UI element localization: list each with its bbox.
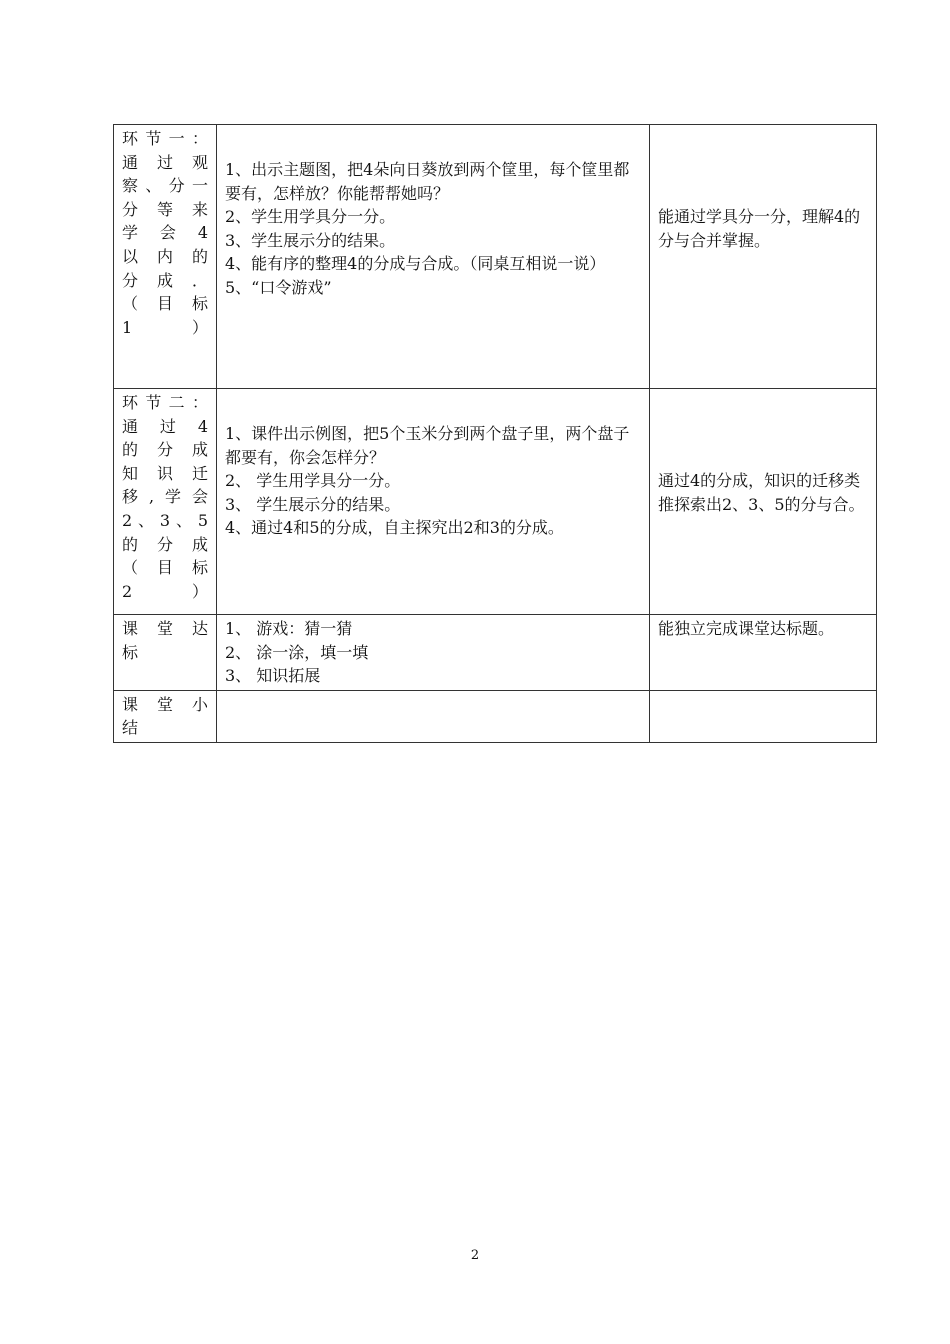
- activities-cell: [217, 615, 650, 691]
- goal-cell: [650, 125, 877, 389]
- activity-item: 4、通过4和5的分成，自主探究出2和3的分成。: [225, 518, 564, 538]
- table-row: [114, 125, 877, 389]
- stage-cell: [114, 125, 217, 389]
- activity-item: 3、学生展示分的结果。: [225, 230, 396, 250]
- stage-line: 察、分一: [122, 176, 208, 196]
- stage-line: 课堂小: [122, 694, 208, 714]
- stage-line: 2、3、5: [122, 510, 208, 530]
- goal-cell: [650, 615, 877, 691]
- stage-line: 的分成: [122, 440, 208, 460]
- stage-line: 课堂达: [122, 619, 208, 638]
- page-number: 2: [470, 1248, 480, 1263]
- stage-line: 知识迁: [122, 463, 208, 483]
- stage-line: 学会4: [122, 223, 208, 243]
- stage-line: 1）: [122, 317, 208, 337]
- stage-line: 结: [122, 718, 139, 738]
- goal-cell: [650, 690, 877, 742]
- activity-item: 1、出示主题图，把4朵向日葵放到两个筐里，每个筐里都要有，怎样放？你能帮帮她吗？: [225, 160, 630, 203]
- activities-cell: [217, 690, 650, 742]
- goal-text: 通过4的分成，知识的迁移类推探索出2、3、5的分与合。: [658, 471, 865, 514]
- stage-cell: [114, 690, 217, 742]
- activity-item: 3、 学生展示分的结果。: [225, 494, 401, 514]
- stage-line: 通过观: [122, 152, 208, 172]
- activity-item: 5、“口令游戏”: [225, 277, 332, 297]
- table-row: [114, 615, 877, 691]
- activity-item: 2、 涂一涂，填一填: [225, 642, 369, 662]
- stage-line: （目标: [122, 294, 208, 314]
- stage-line: 标: [122, 642, 139, 662]
- stage-line: 分等来: [122, 199, 208, 219]
- stage-line: 移,学会: [122, 487, 208, 507]
- stage-line: 环节二：: [122, 393, 208, 412]
- stage-line: 以内的: [122, 246, 208, 266]
- activity-item: 4、能有序的整理4的分成与合成。（同桌互相说一说）: [225, 254, 606, 274]
- activities-cell: [217, 389, 650, 615]
- goal-text: 能通过学具分一分，理解4的分与合并掌握。: [658, 207, 861, 250]
- activity-item: 3、 知识拓展: [225, 666, 321, 686]
- stage-line: （目标: [122, 558, 208, 578]
- stage-line: 2）: [122, 581, 208, 601]
- stage-line: 的分成: [122, 534, 208, 554]
- activity-item: 2、学生用学具分一分。: [225, 207, 396, 227]
- stage-line: 分成．: [122, 270, 208, 290]
- table-row: [114, 389, 877, 615]
- activities-cell: [217, 125, 650, 389]
- activity-item: 2、 学生用学具分一分。: [225, 471, 401, 491]
- goal-cell: [650, 389, 877, 615]
- lesson-plan-table: [113, 124, 877, 743]
- goal-text: 能独立完成课堂达标题。: [658, 619, 835, 638]
- stage-cell: [114, 389, 217, 615]
- activity-item: 1、 游戏：猜一猜: [225, 619, 353, 638]
- table-row: [114, 690, 877, 742]
- stage-cell: [114, 615, 217, 691]
- stage-line: 环节一：: [122, 129, 208, 148]
- activity-item: 1、课件出示例图，把5个玉米分到两个盘子里，两个盘子都要有，你会怎样分？: [225, 424, 630, 467]
- stage-line: 通过4: [122, 416, 208, 436]
